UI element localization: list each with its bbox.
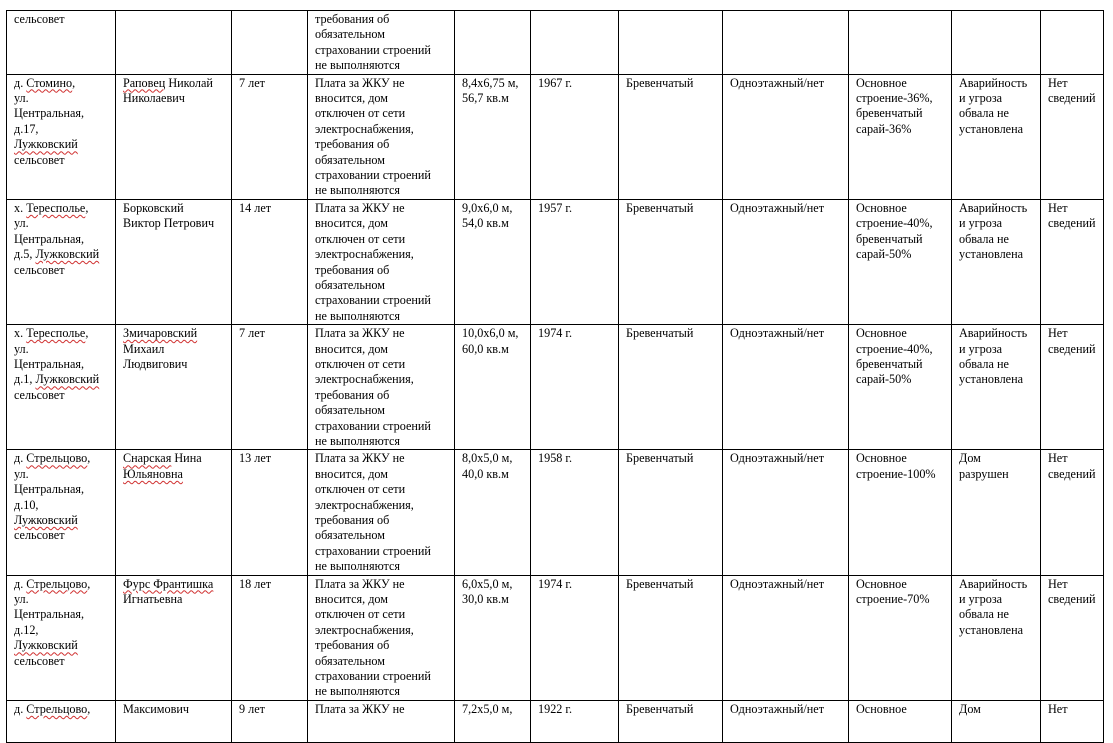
cell-text-line: 7 лет	[239, 326, 265, 341]
address-cell	[7, 700, 116, 742]
cell-text-line: сельсовет	[14, 653, 65, 668]
size-cell	[455, 199, 531, 324]
cell-text-line: сельсовет	[14, 387, 65, 402]
cell-text-line: электроснабжения,	[315, 622, 414, 637]
cell-text-line: установлена	[959, 247, 1024, 262]
floors-cell	[723, 575, 849, 700]
cell-text-line: Плата за ЖКУ не	[315, 200, 405, 215]
cell-text-line: Бревенчатый	[626, 451, 694, 466]
cell-text-line: д. Стомино,	[14, 75, 76, 90]
owner-cell	[116, 450, 232, 575]
address-cell	[7, 450, 116, 575]
cell-text-line: вносится, дом	[315, 466, 388, 481]
cell-text-line: обвала не	[959, 607, 1009, 622]
cell-text-line: вносится, дом	[315, 91, 388, 106]
floors-cell	[723, 700, 849, 742]
cell-text-line: 8,4х6,75 м,	[462, 75, 519, 90]
cell-text-line: Бревенчатый	[626, 326, 694, 341]
cell-text-line: страховании строений	[315, 42, 431, 57]
cell-text-line: и угроза	[959, 592, 1003, 607]
year-built-cell	[531, 450, 619, 575]
cell-text-line: 6,0х5,0 м,	[462, 576, 513, 591]
cell-text-line: Плата за ЖКУ не	[315, 701, 405, 716]
year-built-cell	[531, 199, 619, 324]
spellcheck-flagged-word: Снарская	[123, 451, 172, 466]
cell-text-line	[123, 326, 226, 341]
cell-text-line: установлена	[959, 121, 1024, 136]
cell-text-line: 54,0 кв.м	[462, 216, 509, 231]
cell-text-line: д.12,	[14, 622, 39, 637]
address-cell	[7, 11, 116, 75]
cell-text-line: сведений	[1048, 341, 1096, 356]
cell-text-line: сведений	[1048, 466, 1096, 481]
cell-text-line: Михаил	[123, 341, 165, 356]
cell-text-line: Николаевич	[123, 91, 185, 106]
cell-text-line: Основное	[856, 326, 907, 341]
table-row	[7, 325, 1104, 450]
cell-text-line: Нет	[1048, 75, 1068, 90]
table-row	[7, 74, 1104, 199]
size-cell	[455, 11, 531, 75]
cell-text-line: установлена	[959, 372, 1024, 387]
cell-text-line: Бревенчатый	[626, 576, 694, 591]
reason-cell	[308, 450, 455, 575]
owner-cell	[116, 11, 232, 75]
cell-text-line: страховании строений	[315, 418, 431, 433]
address-cell	[7, 325, 116, 450]
cell-text-line: не выполняются	[315, 308, 401, 323]
reason-cell	[308, 74, 455, 199]
cell-text-line: электроснабжения,	[315, 247, 414, 262]
heirs-cell	[1041, 700, 1104, 742]
cell-text-line: д.17,	[14, 121, 39, 136]
state-cell	[952, 325, 1041, 450]
cell-text-line: 56,7 кв.м	[462, 91, 509, 106]
heirs-cell	[1041, 450, 1104, 575]
reason-cell	[308, 700, 455, 742]
cell-text-line: 40,0 кв.м	[462, 466, 509, 481]
year-built-cell	[531, 575, 619, 700]
years-cell	[232, 450, 308, 575]
cell-text-line: отключен от сети	[315, 356, 406, 371]
cell-text-line: ул.	[14, 91, 29, 106]
cell-text-line: Центральная,	[14, 106, 85, 121]
cell-text-line: строение-40%,	[856, 216, 933, 231]
material-cell	[619, 11, 723, 75]
spellcheck-flagged-word: Лужковский	[14, 638, 78, 653]
cell-text-line: Нет	[1048, 701, 1068, 716]
owner-cell	[116, 74, 232, 199]
cell-text-line: и угроза	[959, 91, 1003, 106]
spellcheck-flagged-word: Раповец	[123, 75, 166, 90]
cell-text-line: разрушен	[959, 466, 1009, 481]
wear-cell	[849, 74, 952, 199]
cell-text-line: х. Тересполье,	[14, 200, 89, 215]
cell-text-line: Центральная,	[14, 356, 85, 371]
cell-text-line: Одноэтажный/нет	[730, 576, 825, 591]
years-cell	[232, 325, 308, 450]
cell-text-line: электроснабжения,	[315, 121, 414, 136]
wear-cell	[849, 450, 952, 575]
floors-cell	[723, 325, 849, 450]
owner-cell	[116, 575, 232, 700]
cell-text-line: Центральная,	[14, 231, 85, 246]
material-cell	[619, 325, 723, 450]
size-cell	[455, 700, 531, 742]
cell-text-line: отключен от сети	[315, 231, 406, 246]
cell-text-line	[14, 137, 110, 152]
cell-text-line: 7,2х5,0 м,	[462, 701, 513, 716]
cell-text-line: обязательном	[315, 403, 385, 418]
cell-text-line: электроснабжения,	[315, 372, 414, 387]
owner-cell	[116, 325, 232, 450]
wear-cell	[849, 199, 952, 324]
cell-text-line: 13 лет	[239, 451, 272, 466]
cell-text-line: Одноэтажный/нет	[730, 75, 825, 90]
spellcheck-flagged-word: Стрельцово	[26, 451, 88, 466]
cell-text-line: требования об	[315, 262, 390, 277]
cell-text-line: обязательном	[315, 27, 385, 42]
cell-text-line: 8,0х5,0 м,	[462, 451, 513, 466]
cell-text-line: Нет	[1048, 451, 1068, 466]
cell-text-line: не выполняются	[315, 433, 401, 448]
table-row	[7, 199, 1104, 324]
cell-text-line: сельсовет	[14, 152, 65, 167]
cell-text-line: вносится, дом	[315, 592, 388, 607]
material-cell	[619, 575, 723, 700]
reason-cell	[308, 575, 455, 700]
cell-text-line: строение-100%	[856, 466, 936, 481]
cell-text-line: ул.	[14, 466, 29, 481]
cell-text-line: д.1, Лужковский	[14, 372, 100, 387]
heirs-cell	[1041, 11, 1104, 75]
cell-text-line: требования об	[315, 387, 390, 402]
cell-text-line: сведений	[1048, 91, 1096, 106]
cell-text-line: 14 лет	[239, 200, 272, 215]
cell-text-line: ул.	[14, 592, 29, 607]
material-cell	[619, 700, 723, 742]
cell-text-line: Людвигович	[123, 356, 188, 371]
cell-text-line: д.10,	[14, 497, 39, 512]
owner-cell	[116, 700, 232, 742]
cell-text-line: сарай-50%	[856, 372, 912, 387]
cell-text-line: Основное	[856, 451, 907, 466]
address-cell	[7, 74, 116, 199]
cell-text-line: Нет	[1048, 326, 1068, 341]
spellcheck-flagged-word: Фурс Франтишка	[123, 576, 214, 591]
cell-text-line: Снарская Нина	[123, 451, 202, 466]
years-cell	[232, 74, 308, 199]
cell-text-line: д. Стрельцово,	[14, 451, 91, 466]
address-cell	[7, 199, 116, 324]
cell-text-line: обвала не	[959, 356, 1009, 371]
cell-text-line: Дом	[959, 701, 981, 716]
address-cell	[7, 575, 116, 700]
cell-text-line: обязательном	[315, 653, 385, 668]
cell-text-line: Основное	[856, 576, 907, 591]
cell-text-line: обязательном	[315, 152, 385, 167]
material-cell	[619, 199, 723, 324]
cell-text-line	[14, 638, 110, 653]
cell-text-line: вносится, дом	[315, 341, 388, 356]
cell-text-line: Нет	[1048, 576, 1068, 591]
cell-text-line: Дом	[959, 451, 981, 466]
cell-text-line: Борковский	[123, 200, 184, 215]
cell-text-line: Одноэтажный/нет	[730, 326, 825, 341]
cell-text-line: не выполняются	[315, 183, 401, 198]
table-row	[7, 450, 1104, 575]
cell-text-line: Центральная,	[14, 607, 85, 622]
years-cell	[232, 700, 308, 742]
cell-text-line: Аварийность	[959, 576, 1028, 591]
cell-text-line: сельсовет	[14, 528, 65, 543]
cell-text-line: Плата за ЖКУ не	[315, 451, 405, 466]
cell-text-line	[14, 513, 110, 528]
cell-text-line: Раповец Николай	[123, 75, 213, 90]
cell-text-line: Плата за ЖКУ не	[315, 326, 405, 341]
cell-text-line: Одноэтажный/нет	[730, 200, 825, 215]
cell-text-line: д.5, Лужковский	[14, 247, 100, 262]
housing-registry-table	[6, 10, 1104, 743]
cell-text-line: отключен от сети	[315, 607, 406, 622]
wear-cell	[849, 700, 952, 742]
cell-text-line: сельсовет	[14, 12, 65, 26]
cell-text-line: требования об	[315, 12, 390, 26]
cell-text-line: установлена	[959, 622, 1024, 637]
reason-cell	[308, 11, 455, 75]
heirs-cell	[1041, 74, 1104, 199]
heirs-cell	[1041, 199, 1104, 324]
cell-text-line: обвала не	[959, 106, 1009, 121]
cell-text-line: не выполняются	[315, 684, 401, 699]
cell-text-line: Бревенчатый	[626, 200, 694, 215]
size-cell	[455, 450, 531, 575]
cell-text-line: Игнатьевна	[123, 592, 183, 607]
cell-text-line: 30,0 кв.м	[462, 592, 509, 607]
cell-text-line: страховании строений	[315, 168, 431, 183]
cell-text-line: обязательном	[315, 528, 385, 543]
wear-cell	[849, 11, 952, 75]
cell-text-line: 1974 г.	[538, 326, 573, 341]
state-cell	[952, 575, 1041, 700]
spellcheck-flagged-word: Тересполье	[26, 200, 86, 215]
table-body	[7, 11, 1104, 743]
floors-cell	[723, 74, 849, 199]
floors-cell	[723, 199, 849, 324]
cell-text-line: Аварийность	[959, 326, 1028, 341]
spellcheck-flagged-word: Лужковский	[14, 137, 78, 152]
cell-text-line: Плата за ЖКУ не	[315, 75, 405, 90]
cell-text-line: ул.	[14, 216, 29, 231]
cell-text-line: 1922 г.	[538, 701, 573, 716]
spellcheck-flagged-word: Тересполье	[26, 326, 86, 341]
cell-text-line: и угроза	[959, 216, 1003, 231]
cell-text-line	[123, 467, 226, 482]
cell-text-line: 60,0 кв.м	[462, 341, 509, 356]
table-row	[7, 700, 1104, 742]
cell-text-line: Аварийность	[959, 75, 1028, 90]
cell-text-line: д. Стрельцово,	[14, 701, 91, 716]
material-cell	[619, 74, 723, 199]
cell-text-line: требования об	[315, 137, 390, 152]
owner-cell	[116, 199, 232, 324]
cell-text-line: 7 лет	[239, 75, 265, 90]
cell-text-line: сведений	[1048, 216, 1096, 231]
cell-text-line: 9 лет	[239, 701, 265, 716]
cell-text-line: электроснабжения,	[315, 497, 414, 512]
years-cell	[232, 11, 308, 75]
years-cell	[232, 199, 308, 324]
cell-text-line: не выполняются	[315, 58, 401, 73]
cell-text-line: обвала не	[959, 231, 1009, 246]
cell-text-line	[123, 577, 226, 592]
cell-text-line: Основное	[856, 75, 907, 90]
wear-cell	[849, 575, 952, 700]
size-cell	[455, 575, 531, 700]
cell-text-line: требования об	[315, 513, 390, 527]
floors-cell	[723, 11, 849, 75]
cell-text-line: 1957 г.	[538, 200, 573, 215]
table-row	[7, 575, 1104, 700]
cell-text-line: бревенчатый	[856, 106, 923, 121]
heirs-cell	[1041, 575, 1104, 700]
cell-text-line: Одноэтажный/нет	[730, 701, 825, 716]
spellcheck-flagged-word: Юльяновна	[123, 466, 183, 481]
cell-text-line: д. Стрельцово,	[14, 576, 91, 591]
cell-text-line: Виктор Петрович	[123, 216, 215, 231]
size-cell	[455, 325, 531, 450]
year-built-cell	[531, 325, 619, 450]
spellcheck-flagged-word: Лужковский	[35, 372, 100, 387]
cell-text-line: сарай-50%	[856, 247, 912, 262]
cell-text-line: бревенчатый	[856, 356, 923, 371]
cell-text-line: Максимович	[123, 701, 190, 716]
cell-text-line: строение-40%,	[856, 341, 933, 356]
cell-text-line: бревенчатый	[856, 231, 923, 246]
years-cell	[232, 575, 308, 700]
spellcheck-flagged-word: Лужковский	[35, 247, 100, 262]
cell-text-line: отключен от сети	[315, 106, 406, 121]
cell-text-line: Бревенчатый	[626, 75, 694, 90]
reason-cell	[308, 325, 455, 450]
cell-text-line: 9,0х6,0 м,	[462, 200, 513, 215]
size-cell	[455, 74, 531, 199]
cell-text-line: 1967 г.	[538, 75, 573, 90]
cell-text-line: Аварийность	[959, 200, 1028, 215]
cell-text-line: строение-70%	[856, 592, 930, 607]
cell-text-line: 18 лет	[239, 576, 272, 591]
year-built-cell	[531, 700, 619, 742]
cell-text-line: Основное	[856, 200, 907, 215]
year-built-cell	[531, 74, 619, 199]
cell-text-line: 1974 г.	[538, 576, 573, 591]
state-cell	[952, 199, 1041, 324]
cell-text-line: ул.	[14, 341, 29, 356]
cell-text-line: вносится, дом	[315, 216, 388, 231]
cell-text-line: Центральная,	[14, 482, 85, 497]
spellcheck-flagged-word: Стрельцово	[26, 701, 88, 716]
cell-text-line: Нет	[1048, 200, 1068, 215]
cell-text-line: 10,0х6,0 м,	[462, 326, 519, 341]
cell-text-line: сарай-36%	[856, 121, 912, 136]
cell-text-line: отключен от сети	[315, 482, 406, 497]
year-built-cell	[531, 11, 619, 75]
heirs-cell	[1041, 325, 1104, 450]
cell-text-line: сведений	[1048, 592, 1096, 607]
cell-text-line: строение-36%,	[856, 91, 933, 106]
spellcheck-flagged-word: Лужковский	[14, 513, 78, 527]
state-cell	[952, 11, 1041, 75]
spellcheck-flagged-word: Стрельцово	[26, 576, 88, 591]
cell-text-line: обязательном	[315, 277, 385, 292]
cell-text-line: требования об	[315, 638, 390, 653]
reason-cell	[308, 199, 455, 324]
state-cell	[952, 74, 1041, 199]
state-cell	[952, 450, 1041, 575]
cell-text-line: страховании строений	[315, 669, 431, 684]
spellcheck-flagged-word: Змичаровский	[123, 326, 198, 341]
cell-text-line: Плата за ЖКУ не	[315, 576, 405, 591]
material-cell	[619, 450, 723, 575]
cell-text-line: Основное	[856, 701, 907, 716]
wear-cell	[849, 325, 952, 450]
cell-text-line: Бревенчатый	[626, 701, 694, 716]
floors-cell	[723, 450, 849, 575]
cell-text-line: сельсовет	[14, 262, 65, 277]
cell-text-line: 1958 г.	[538, 451, 573, 466]
cell-text-line: Одноэтажный/нет	[730, 451, 825, 466]
cell-text-line: х. Тересполье,	[14, 326, 89, 341]
table-row	[7, 11, 1104, 75]
cell-text-line: страховании строений	[315, 543, 431, 558]
spellcheck-flagged-word: Стомино	[26, 75, 73, 90]
state-cell	[952, 700, 1041, 742]
cell-text-line: и угроза	[959, 341, 1003, 356]
cell-text-line: не выполняются	[315, 559, 401, 574]
cell-text-line: страховании строений	[315, 293, 431, 308]
